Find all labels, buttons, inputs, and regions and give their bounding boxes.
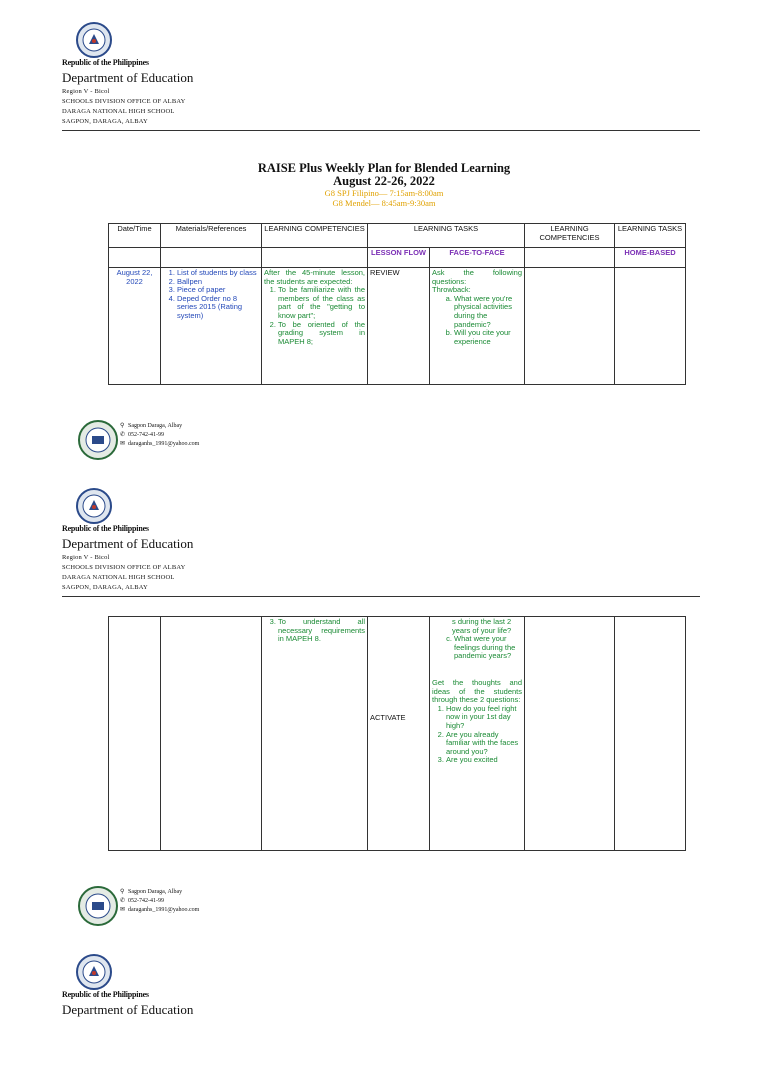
footer-location: Sagpon Daraga, Albay <box>128 423 183 429</box>
table-row <box>109 617 686 851</box>
division-label: SCHOOLS DIVISION OFFICE OF ALBAY <box>62 98 186 105</box>
face-to-face-cell: s during the last 2 years of your life? c. What were your feelings during the pandemic years? Get the thoughts and ideas of the students through these 2 questions: 1. How do you feel right now in your 1st day high? 2. Are you already familiar with the faces around you? 3. Are you excited <box>430 617 525 851</box>
department-label: Department of Education <box>62 536 194 551</box>
materials-cell: 1. List of students by class 2. Ballpen 3. Piece of paper 4. Deped Order no 8 series 2015 (Rating system) <box>161 268 262 385</box>
phone-icon: ✆ <box>120 898 126 904</box>
header-competencies-2: LEARNING COMPETENCIES <box>525 224 615 248</box>
face-to-face-cell: Ask the following questions: Throwback: a. What were you're physical activities during the pandemic? b. Will you cite your experience <box>430 268 525 385</box>
table-row <box>109 268 686 385</box>
phone-icon: ✆ <box>120 432 126 438</box>
header-tasks: LEARNING TASKS <box>368 224 525 248</box>
date-cell: August 22, 2022 <box>109 268 161 385</box>
footer <box>78 420 278 464</box>
department-label: Department of Education <box>62 1002 194 1017</box>
header-divider <box>62 130 700 131</box>
deped-seal-icon <box>76 954 112 990</box>
activate-label: ACTIVATE <box>370 713 406 722</box>
address-label: SAGPON, DARAGA, ALBAY <box>62 584 148 591</box>
title-block <box>0 162 768 208</box>
header-tasks-2: LEARNING TASKS <box>615 224 686 248</box>
header-divider <box>62 596 700 597</box>
schedule-2: G8 Mendel— 8:45am-9:30am <box>332 198 436 208</box>
footer-phone: 052-742-41-99 <box>128 432 164 438</box>
region-label: Region V - Bicol <box>62 554 110 561</box>
region-label: Region V - Bicol <box>62 88 110 95</box>
header-datetime: Date/Time <box>109 224 161 248</box>
email-icon: ✉ <box>120 441 126 447</box>
letterhead <box>62 954 702 1066</box>
header-materials: Materials/References <box>161 224 262 248</box>
division-label: SCHOOLS DIVISION OFFICE OF ALBAY <box>62 564 186 571</box>
republic-label: Republic of the Philippines <box>62 990 149 999</box>
school-seal-icon <box>78 886 118 926</box>
footer-email: daraganhs_1991@yahoo.com <box>128 907 200 913</box>
deped-seal-icon <box>76 22 112 58</box>
letterhead <box>62 488 702 600</box>
address-label: SAGPON, DARAGA, ALBAY <box>62 118 148 125</box>
home-based-label: HOME-BASED <box>615 248 686 268</box>
email-icon: ✉ <box>120 907 126 913</box>
school-seal-icon <box>78 420 118 460</box>
header-competencies: LEARNING COMPETENCIES <box>262 224 368 248</box>
deped-seal-icon <box>76 488 112 524</box>
location-pin-icon: ⚲ <box>120 423 125 429</box>
footer-phone: 052-742-41-99 <box>128 898 164 904</box>
competencies-cell: 3. To understand all necessary requirements in MAPEH 8. <box>262 617 368 851</box>
competencies-cell: After the 45-minute lesson, the students are expected: 1. To be familiarize with the members of the class as part of the "getting to know part"; 2. To be oriented of the grading system in MAPEH 8; <box>262 268 368 385</box>
weekly-plan-table-continued <box>108 616 686 851</box>
republic-label: Republic of the Philippines <box>62 58 149 67</box>
lesson-flow-label: LESSON FLOW <box>368 248 430 268</box>
republic-label: Republic of the Philippines <box>62 524 149 533</box>
footer-email: daraganhs_1991@yahoo.com <box>128 441 200 447</box>
face-to-face-label: FACE-TO-FACE <box>430 248 525 268</box>
letterhead <box>62 22 702 134</box>
lesson-flow-cell: REVIEW <box>368 268 430 385</box>
schedule-1: G8 SPJ Filipino— 7:15am-8:00am <box>324 188 444 198</box>
table-header-row <box>109 224 686 248</box>
doc-date: August 22-26, 2022 <box>333 174 435 188</box>
footer-location: Sagpon Daraga, Albay <box>128 889 183 895</box>
table-subheader-row <box>109 248 686 268</box>
footer <box>78 886 278 930</box>
doc-title: RAISE Plus Weekly Plan for Blended Learning <box>257 161 511 175</box>
school-label: DARAGA NATIONAL HIGH SCHOOL <box>62 108 175 115</box>
location-pin-icon: ⚲ <box>120 889 125 895</box>
school-label: DARAGA NATIONAL HIGH SCHOOL <box>62 574 175 581</box>
weekly-plan-table <box>108 223 686 385</box>
lesson-flow-cell <box>368 617 430 851</box>
department-label: Department of Education <box>62 70 194 85</box>
